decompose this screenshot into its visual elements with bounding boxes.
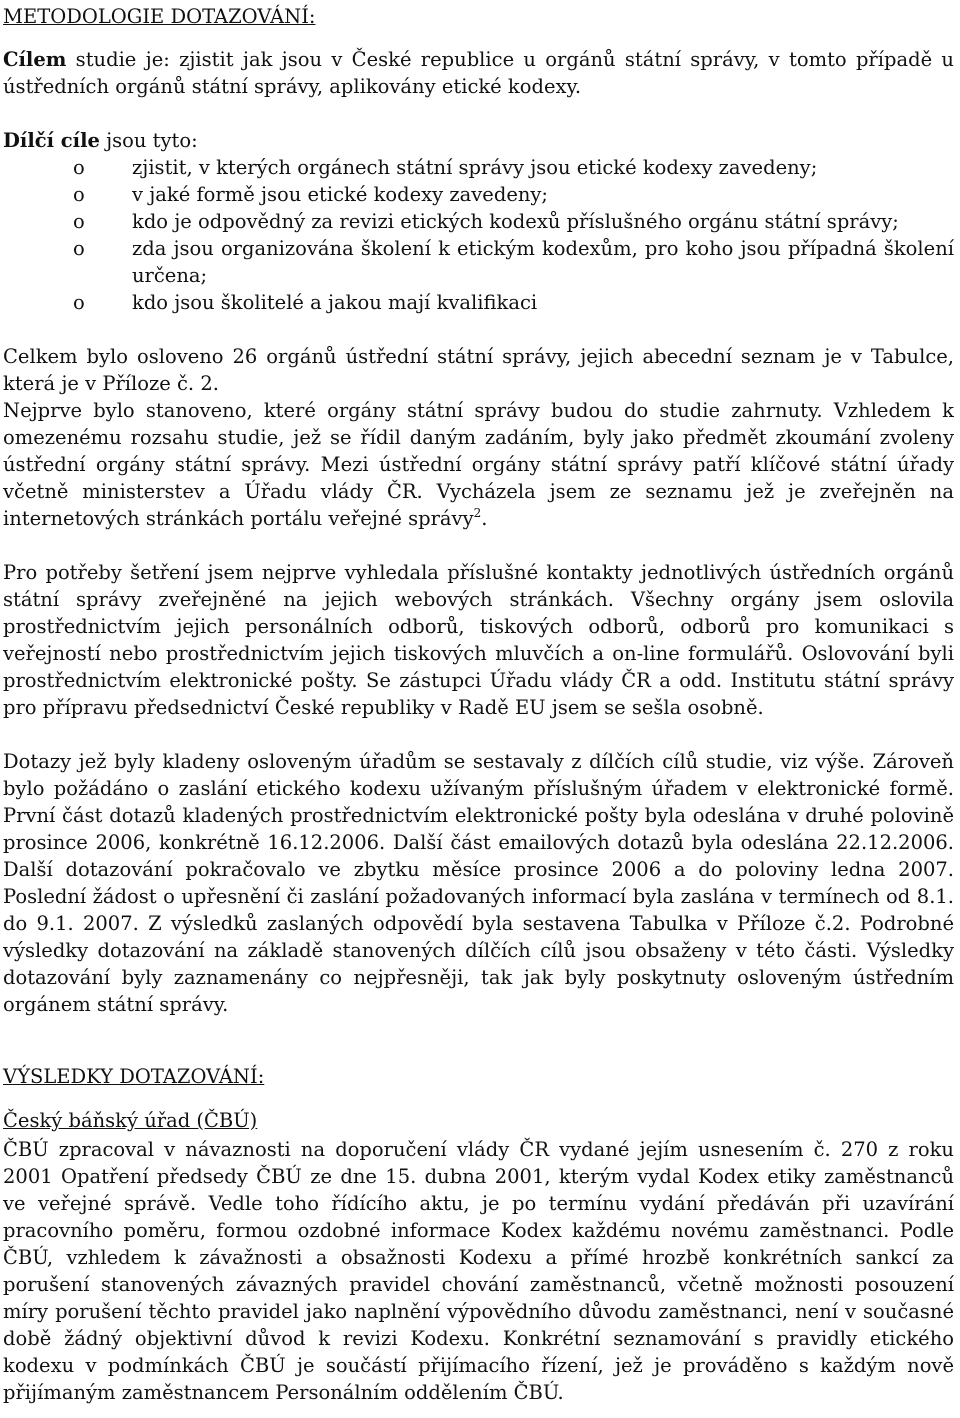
bullet-icon: o xyxy=(73,291,85,314)
spacer xyxy=(3,100,954,127)
list-item xyxy=(3,208,954,235)
organs-count-paragraph: Celkem bylo osloveno 26 orgánů ústřední státní správy, jejich abecední seznam je v Tabulce, která je v Příloze č. 2. xyxy=(3,345,954,395)
spacer xyxy=(3,721,954,748)
footnote-marker[interactable]: 2 xyxy=(473,506,482,520)
cbu-paragraph: ČBÚ zpracoval v návaznosti na doporučení vlády ČR vydané jejím usnesením č. 270 z roku 2001 Opatření předsedy ČBÚ ze dne 15. dubna 2001, kterým vydal Kodex etiky zaměstnanců ve veřejné správě. Vedle toho řídícího aktu, je po termínu vydání předáván při uzavírání pracovního poměru, formou ozdobné informace Kodex každému novému zaměstnanci. Podle ČBÚ, vzhledem k závažnosti a obsažnosti Kodexu a přímé hrozbě konkrétních sankcí za porušení stanovených závazných pravidel chování zaměstnanců, včetně možnosti posouzení míry porušení těchto pravidel jako naplnění výpovědního důvodu zaměstnanci, není v současné době žádný objektivní důvod k revizi Kodexu. Konkrétní seznamování s pravidly etického kodexu v podmínkách ČBÚ je součástí přijímacího řízení, jež je prováděno s každým nově přijímaným zaměstnancem Personálním oddělením ČBÚ. xyxy=(3,1138,954,1404)
questions-paragraph: Dotazy jež byly kladeny osloveným úřadům se sestavaly z dílčích cílů studie, viz výše. Zároveň bylo požádáno o zaslání etického kodexu užívaným příslušným úřadem v elektronické formě. První část dotazů kladených prostřednictvím elektronické pošty byla odeslána v druhé polovině prosince 2006, konkrétně 16.12.2006. Další část emailových dotazů byla odeslána 22.12.2006. Další dotazování pokračovalo ve zbytku měsíce prosince 2006 a do poloviny ledna 2007. Poslední žádost o upřesnění či zaslání požadovaných informací byla zaslána v termínech od 8.1. do 9.1. 2007. Z výsledků zaslaných odpovědí byla sestavena Tabulka v Příloze č.2. Podrobné výsledky dotazování na základě stanovených dílčích cílů jsou obsaženy v této části. Výsledky dotazování byly zaznamenány co nejpřesněji, tak jak byly poskytnuty osloveným ústředním orgánem státní správy. xyxy=(3,750,954,1016)
subgoals-label: Dílčí cíle xyxy=(3,129,100,152)
list-item xyxy=(3,235,954,289)
spacer xyxy=(3,316,954,343)
contacts-paragraph: Pro potřeby šetření jsem nejprve vyhledala příslušné kontakty jednotlivých ústředních orgánů státní správy zveřejněné na jejich webových stránkách. Všechny orgány jsem oslovila prostřednictvím jejich personálních odborů, tiskových odborů, odborů pro komunikaci s veřejností nebo prostřednictvím jejich tiskových mluvčích a on-line formulářů. Oslovování byli prostřednictvím elektronické pošty. Se zástupci Úřadu vlády ČR a odd. Institutu státní správy pro přípravu předsednictví České republiky v Radě EU jsem se sešla osobně. xyxy=(3,561,954,719)
aim-paragraph xyxy=(3,46,954,100)
selection-paragraph xyxy=(3,397,954,532)
cbu-subheading: Český báňský úřad (ČBÚ) xyxy=(3,1109,258,1132)
bullet-icon: o xyxy=(73,210,85,233)
bullet-icon: o xyxy=(73,183,85,206)
selection-end: . xyxy=(481,507,488,530)
spacer xyxy=(3,1092,954,1106)
list-item-text: zda jsou organizována školení k etickým kodexům, pro koho jsou případná školení určena; xyxy=(132,237,954,287)
spacer xyxy=(3,1018,954,1062)
list-item xyxy=(3,289,954,316)
results-heading: VÝSLEDKY DOTAZOVÁNÍ: xyxy=(3,1065,265,1088)
methodology-heading: METODOLOGIE DOTAZOVÁNÍ: xyxy=(3,5,316,28)
subgoals-intro xyxy=(3,127,954,154)
list-item-text: kdo je odpovědný za revizi etických kodexů příslušného orgánu státní správy; xyxy=(132,210,899,233)
list-item xyxy=(3,154,954,181)
spacer xyxy=(3,532,954,559)
bullet-icon: o xyxy=(73,156,85,179)
aim-label: Cílem xyxy=(3,48,67,71)
subgoals-list xyxy=(3,154,954,316)
aim-text: studie je: zjistit jak jsou v České republice u orgánů státní správy, v tomto případě u ústředních orgánů státní správy, aplikovány etické kodexy. xyxy=(3,48,954,98)
spacer xyxy=(3,32,954,46)
list-item-text: zjistit, v kterých orgánech státní správy jsou etické kodexy zavedeny; xyxy=(132,156,818,179)
subgoals-text: jsou tyto: xyxy=(99,129,198,152)
selection-text: Nejprve bylo stanoveno, které orgány státní správy budou do studie zahrnuty. Vzhledem k omezenému rozsahu studie, jež se řídil daným zadáním, byly jako předmět zkoumání zvoleny ústřední orgány státní správy. Mezi ústřední orgány státní správy patří klíčové státní úřady včetně ministerstev a Úřadu vlády ČR. Vycházela jsem ze seznamu jež je zveřejněn na internetových stránkách portálu veřejné správy xyxy=(3,399,954,530)
list-item xyxy=(3,181,954,208)
list-item-text: v jaké formě jsou etické kodexy zavedeny; xyxy=(132,183,549,206)
list-item-text: kdo jsou školitelé a jakou mají kvalifikaci xyxy=(132,291,538,314)
bullet-icon: o xyxy=(73,237,85,260)
